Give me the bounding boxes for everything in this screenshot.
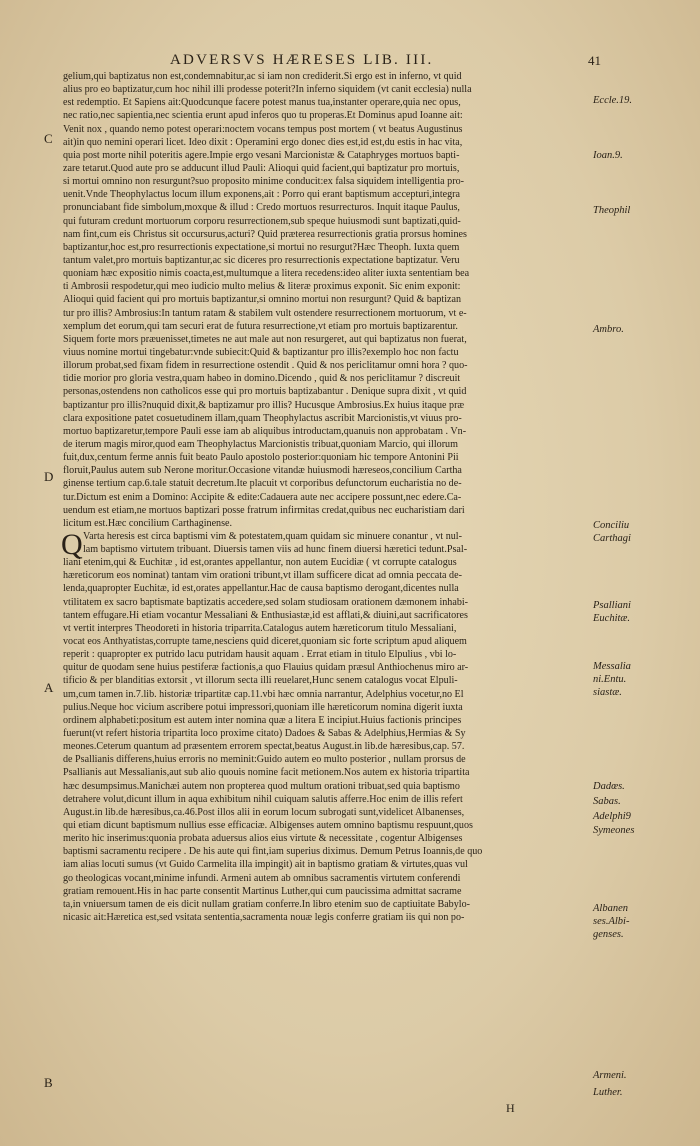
text-line: merito hic inserimus:quonia probata aduersus alios eius virtute & necessitate , cogentur Albigenses xyxy=(63,833,463,845)
text-line: de Psallianis differens,huius erroris no meminit:Guido autem eo multo posterior , nullam prorsus de xyxy=(63,754,466,766)
margin-note: genses. xyxy=(593,929,624,940)
margin-note: Ambro. xyxy=(593,324,624,335)
text-line: fuit,dux,centum ferme annis fuit beato Paulo apostolo posterior:quoniam hic tempore Antonini Pii xyxy=(63,452,459,464)
text-line: uenit.Vnde Theophylactus locum illum exponens,ait : Porro qui erant baptismum accepturi,integra xyxy=(63,189,461,201)
text-line: alius pro eo baptizatur,cum hoc nihil illi prodesse poterit?In inferno siquidem (vt canit ecclesia) nulla xyxy=(63,84,472,96)
margin-note: ses.Albi- xyxy=(593,916,630,927)
text-line: de iterum magis miror,quod eam Theophylactus Marcionistis tribuat,quoniam Marcio, qui illorum xyxy=(63,438,458,450)
margin-letter-d: D xyxy=(44,469,54,484)
margin-note: Messalia xyxy=(593,661,631,672)
text-line: tur.Dictum est enim a Domino: Accipite & edite:Cadauera aute nec accipere possunt,nec edere.Ca- xyxy=(63,491,462,503)
text-line: illorum probat,sed fixam fidem in resurrectione ostendit . Quid & nos periclitamur omni hora ? quo- xyxy=(63,360,468,372)
text-line: hæc desumpsimus.Manichæi autem non propterea quod multum orationi tribuat,sed quia baptismo xyxy=(63,780,460,792)
text-line: hæreticorum eos nominat) tantam vim orationi tribunt,vt illam sufficere dicat ad omnia peccata de- xyxy=(63,570,462,582)
margin-letter-c: C xyxy=(44,131,53,146)
text-line: lam baptismo virtutem tribuant. Diuersis tamen viis ad hunc finem diuersi hæretici tedunt.Psal- xyxy=(83,544,468,556)
text-line: pulius.Neque hoc vicium ascribere potui impressori,quoniam ille hæreticorum nomina digerit iuxta xyxy=(63,701,463,713)
text-line: um,cum tamen in.7.lib. historiæ tripartitæ cap.11.vbi hæc omnia narrantur, Adelphius vocetur,no El xyxy=(63,688,464,700)
margin-note: Adelphi9 xyxy=(593,811,631,822)
text-line: est redemptio. Et Sapiens ait:Quodcunque facere potest manus tua,instanter operare,quia nec opus, xyxy=(63,97,461,109)
text-line: fuerunt(vt refert historia tripartita loco proxime citato) Dadoes & Sabas & Adelphius,Hermias & Sy xyxy=(63,728,466,740)
text-line: qui futuram credunt mortuorum corporu resurrectionem,sub speque huiusmodi sunt baptizati,quid- xyxy=(63,215,461,227)
text-line: tantem effugare.Hi etiam vocantur Messaliani & Enthusiastæ,id est afflati,& diuini,aut sacrificatores xyxy=(63,609,468,621)
signature-mark: H xyxy=(506,1101,515,1115)
margin-note: Albanen xyxy=(593,903,628,914)
margin-note: Carthagi xyxy=(593,533,631,544)
text-line: quitur de quodam sene huius pestiferæ factionis,a quo Flauius quidam præsul Anthiochenus miro ar- xyxy=(63,662,469,674)
text-line: quoniam hæc expositio nimis coacta,est,multumque a litera recedens:ideo aliter iuxta sententiam bea xyxy=(63,268,470,280)
running-head: ADVERSVS HÆRESES LIB. III. xyxy=(170,52,434,68)
text-line: tur pro illis? Ambrosius:In tantum ratam & stabilem vult ostendere resurrectionem mortuorum, vt e- xyxy=(63,307,467,319)
drop-cap: Q xyxy=(61,527,83,561)
text-line: tantum valet,pro mortuis baptizantur,ac sic diceres pro resurrectionis expectatione baptizatur. Veru xyxy=(63,254,460,266)
margin-note: Sabas. xyxy=(593,796,621,807)
text-line: baptizantur pro illis?nuquid dixit,& baptizamur pro illis? Hucusque Ambrosius.Ex huius itaque præ xyxy=(63,399,465,411)
text-line: Siquem forte mors præuenisset,timetes ne aut male aut non resurgeret, aut qui baptizatus non fuerat, xyxy=(63,333,467,345)
text-line: baptizantur,hoc est,pro resurrectionis expectatione,si mortui no resurgut?Hæc Theoph. Iuxta quem xyxy=(63,241,460,253)
text-line: gelium,qui baptizatus non est,condemnabitur,ac si iam non crediderit.Si ergo est in inferno, vt quid xyxy=(63,71,462,82)
text-line: reperit : quapropter ex putrido lacu putridam hausit aquam . Errat etiam in titulo Elpulius , vbi lo- xyxy=(63,649,457,661)
margin-note: siastæ. xyxy=(593,687,622,698)
text-line: August.in lib.de hæresibus,ca.46.Post illos alii in eorum locum subrogati sunt,videlicet Albanenses, xyxy=(63,806,465,818)
text-line: vtilitatem ex sacro baptismate baptizatis accedere,sed solam studiosam orationem dæmonem inhabi- xyxy=(63,596,469,608)
text-line: meones.Ceterum quantum ad præsentem errorem spectat,beatus August.in lib.de hæresibus,cap. 57. xyxy=(63,741,465,753)
text-line: xemplum det eorum,qui tam securi erat de futura resurrectione,vt etiam pro mortuis baptizarentur. xyxy=(63,320,458,332)
text-line: ginense tertium cap.6.tale statuit decretum.Ite placuit vt corporibus defunctorum eucharistia no de- xyxy=(63,478,462,490)
text-line: personas,ostendens non catholicos esse qui pro mortuis baptizabantur . Denique supra dixit , vt quid xyxy=(63,386,467,398)
text-line: Venit nox , quando nemo potest operari:noctem vocans tempus post mortem ( vt beatus Augustinus xyxy=(63,123,463,135)
margin-note: Luther. xyxy=(593,1087,623,1098)
margin-letter-a: A xyxy=(44,680,54,695)
text-line: zare tetarut.Quod aute pro se adducunt illud Pauli: Alioqui quid facient,qui baptizatur pro mortuis, xyxy=(63,162,460,174)
text-line: pronunciabant fide simbolum,moxque & illud : Credo mortuos resurrecturos. Inquit itaque Paulus, xyxy=(63,202,460,214)
text-line: gratiam remouent.His in hac parte consentit Martinus Luther,qui cum paucissima admittat sacrame xyxy=(63,885,462,897)
text-line: lenda,quapropter Euchitæ, id est,orates appellantur.Hac de causa baptismo derogant,dicentes nulla xyxy=(63,583,459,595)
text-line: vt vertit interpres Theodoreti in historia triparrita.Catalogus autem hæreticorum titulo Messaliani, xyxy=(63,622,457,634)
text-line: clara expositione patet cosuetudinem illam,quam Theophylactus ascribit Marcionistis,vt viuus pro- xyxy=(63,412,462,424)
text-line: ta,in vniuersum tamen de eis dicit nullam gratiam conferre.In libro etenim suo de captiuitate Babylo- xyxy=(63,898,470,910)
text-line: ti Ambrosii respodetur,qui meo iudicio multo melius & literæ proximus exponit. Sic enim exponit: xyxy=(63,281,461,293)
text-line: nam fint,cum eis Christus sit occursurus,acturi? Quid præterea resurrectionis gratia prorsus homines xyxy=(63,228,467,240)
text-line: uendum est etiam,ne mortuos baptizari posse fratrum infirmitas credat,quibus nec eucharistiam dari xyxy=(63,504,465,516)
text-line: nicasic ait:Hæretica est,sed vsitata sententia,sacramenta nouæ legis conferre gratiam iis qui non po- xyxy=(63,912,465,923)
text-line: quia post morte nihil poteritis agere.Impie ergo vesani Marcionistæ & Cataphryges mortuos bapti- xyxy=(63,149,460,161)
text-line: detrahere volut,dicunt illum in aqua exhibitum nihil cuiquam salutis afferre.Hoc enim de illis refert xyxy=(63,793,463,805)
text-line: liani etenim,qui & Euchitæ , id est,orantes appellantur, non autem Eucidiæ ( vt corrupte catalogus xyxy=(63,557,457,569)
text-line: Psallianis aut Messalianis,aut sub alio quouis nomine facit metionem.Nos autem ex historia tripartita xyxy=(63,767,470,779)
text-line: tidie morior pro gloria vestra,quam habeo in domino.Dicendo , quid & nos periclitamur ? discreuit xyxy=(63,373,461,385)
text-line: qui etiam dicunt baptismum nullius esse efficaciæ. Albigenses autem omnino baptismu respuunt,quos xyxy=(63,820,473,832)
text-line: vocat eos Anthyatistas,corrupte tame,nesciens quid diceret,quoniam sic forte scriptum apud aliquem xyxy=(63,636,467,648)
margin-note: ni.Entu. xyxy=(593,674,627,685)
page-number: 41 xyxy=(588,53,601,68)
text-line: nec ratio,nec sapientia,nec scientia erunt apud inferos quo tu properas.Et Dominus apud Ioanne ait: xyxy=(63,110,463,122)
text-line: baptismi sacramentu recipere . De his aute qui fint,iam superius diximus. Demum Petrus Ioannis,de quo xyxy=(63,846,483,858)
text-line: ait)in quo nemini operari licet. Ideo dixit : Operamini ergo donec dies est,id est,du estis in hac vita, xyxy=(63,136,463,148)
margin-letter-b: B xyxy=(44,1075,53,1090)
margin-note: Eccle.19. xyxy=(593,95,633,106)
text-line: licitum est.Hæc concilium Carthaginense. xyxy=(63,517,233,529)
margin-note: Euchitæ. xyxy=(593,613,631,624)
text-line: iam alias locuti sumus (vt Guido Carmelita illa impingit) ait in baptismo gratiam & virtutes,quas vul xyxy=(63,859,468,871)
margin-note: Armeni. xyxy=(593,1070,627,1081)
text-line: floruit,Paulus autem sub Nerone moritur.Occasione vitandæ huiusmodi hæreseos,concilium Cartha xyxy=(63,465,462,477)
text-line: ordinem alphabeti:positum est autem inter nomina quæ a litera E incipiut.Huius factionis principes xyxy=(63,714,462,726)
margin-note: Symeones xyxy=(593,825,635,836)
text-line: viuus nomine mortui tingebatur:vnde subiecit:Quid & baptizantur pro illis?exemplo hoc non factu xyxy=(63,346,459,358)
text-line: si mortui omnino non resurgunt?suo proposito minime conducit:ex falsa siquidem intelligentia pro- xyxy=(63,176,464,188)
text-line: mortuo baptizaretur,tempore Pauli esse iam ab aliquibus introductam,quanuis non approbatam . Vn- xyxy=(63,425,467,437)
margin-note: Dadœs. xyxy=(593,781,625,792)
text-line: Varta heresis est circa baptismi vim & potestatem,quam quidam sic minuere conantur , vt nul- xyxy=(83,530,462,542)
margin-note: Psalliani xyxy=(593,600,631,611)
margin-note: Conciliu xyxy=(593,520,630,531)
margin-note: Theophil xyxy=(593,205,631,216)
paragraph-1 xyxy=(63,70,591,530)
margin-note: Ioan.9. xyxy=(593,150,623,161)
text-line: tificio & per blanditias extorsit , vt illorum secta illi reuelaret,Hunc senem catalogus vocat Elpuli- xyxy=(63,675,458,687)
paragraph-2 xyxy=(61,527,591,924)
main-text xyxy=(63,70,591,924)
text-line: go theologicas vocant,minime infundi. Armeni autem ab omnibus sacramentis virtutem conferendi xyxy=(63,872,461,884)
text-line: Alioqui quid facient qui pro mortuis baptizantur,si omnino mortui non resurgunt? Quid & baptizan xyxy=(63,294,462,306)
page-header xyxy=(0,52,700,72)
